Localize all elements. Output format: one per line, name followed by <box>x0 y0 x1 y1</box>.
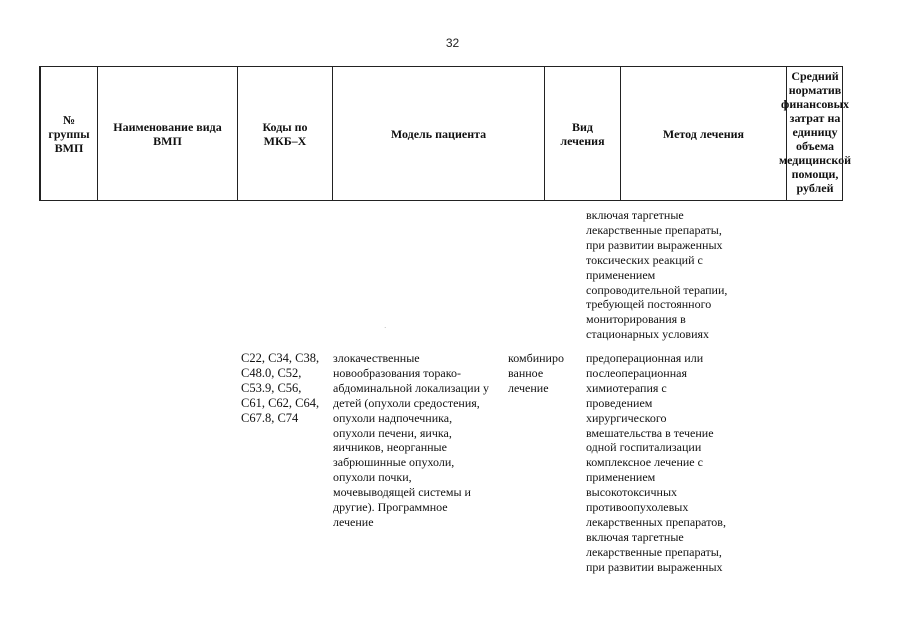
stray-mark: · <box>384 324 387 332</box>
row-icd-codes: C22, C34, C38, C48.0, C52, C53.9, C56, C61, C62, C64, C67.8, C74 <box>241 351 320 425</box>
page-number: 32 <box>445 36 460 50</box>
header-treatment-method: Метод лечения <box>621 67 787 200</box>
header-average-cost: Средний норматив финансовых затрат на единицу объема медицинской помощи, рублей <box>778 69 852 195</box>
continuation-method-text: включая таргетные лекарственные препараты, при развитии выраженных токсических реакций с применением сопроводительной терапии, требующей постоянного мониторирования в стационарных условиях <box>586 208 728 342</box>
header-patient-model: Модель пациента <box>333 67 545 200</box>
header-vmp-name: Наименование вида ВМП <box>98 67 238 200</box>
table-header <box>39 66 852 201</box>
header-icd-codes: Коды по МКБ–Х <box>238 67 333 200</box>
header-treatment-type: Вид лечения <box>545 67 621 200</box>
row-treatment-type: комбиниро ванное лечение <box>508 351 564 395</box>
header-group-number: № группы ВМП <box>41 67 98 200</box>
row-patient-model: злокачественные новообразования торако- абдоминальной локализации у детей (опухоли средостения, опухоли надпочечника, опухоли печени, яичка, яичников, неорганные забрюшинные опухоли, опухоли почки, мочевыводящей системы и другие). Программное лечение <box>333 351 489 529</box>
row-treatment-method: предоперационная или послеоперационная химиотерапия с проведением хирургического вмешательства в течение одной госпитализации комплексное лечение с применением высокотоксичных противоопухолевых лекарственных препаратов, включая таргетные лекарственные препараты, при развитии выраженных <box>586 351 726 574</box>
